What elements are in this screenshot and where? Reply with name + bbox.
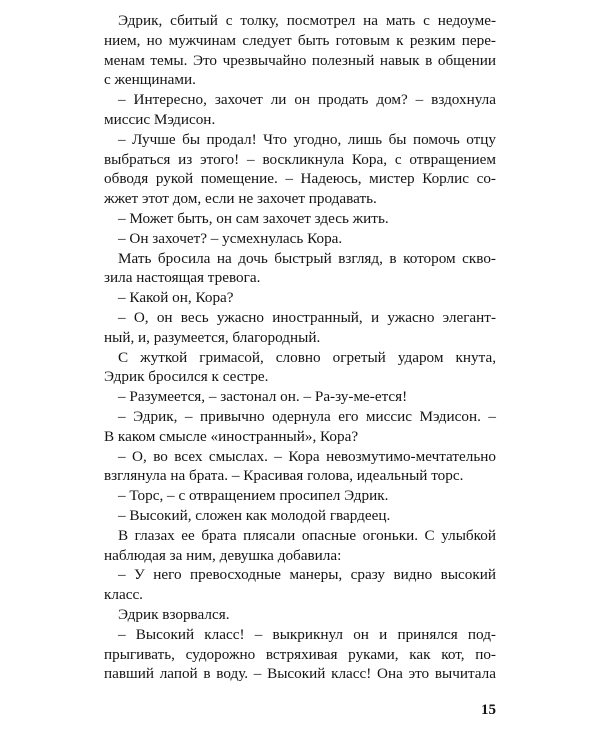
text-line: – Он захочет? – усмехнулась Кора. [118, 229, 343, 247]
paragraph [104, 506, 496, 526]
text-line: с женщинами. [104, 71, 196, 89]
text-line: – Какой он, Кора? [118, 289, 234, 307]
paragraph [104, 288, 496, 308]
paragraph [104, 90, 496, 130]
text-line: нием, но мужчинам следует быть готовым к резким пере- [104, 31, 496, 49]
paragraph [104, 11, 496, 90]
text-line: ный, и, разумеется, благородный. [104, 328, 321, 346]
text-line: наблюдая за ним, девушка добавила: [104, 546, 342, 564]
page-number: 15 [481, 702, 496, 718]
text-line: класс. [104, 586, 143, 604]
text-line: выбраться из этого! – воскликнула Кора, с отвращением [104, 150, 496, 168]
paragraph [104, 130, 496, 209]
paragraph [104, 625, 496, 684]
text-line: прыгивать, судорожно встряхивая руками, как кот, по- [104, 645, 496, 663]
text-line: – У него превосходные манеры, сразу видно высокий [118, 566, 496, 584]
text-line: обводя рукой помещение. – Надеюсь, мистер Корлис со- [104, 170, 496, 188]
paragraph [104, 387, 496, 407]
body-text [104, 11, 496, 684]
text-line: павший лапой в воду. – Высокий класс! Она это вычитала [104, 665, 496, 683]
text-line: – Высокий, сложен как молодой гвардеец. [118, 506, 391, 524]
text-line: С жуткой гримасой, словно огретый ударом кнута, [118, 348, 496, 366]
paragraph [104, 209, 496, 229]
paragraph [104, 407, 496, 447]
text-line: менам темы. Это чрезвычайно полезный навык в общении [104, 51, 496, 69]
text-line: – Интересно, захочет ли он продать дом? – вздохнула [118, 91, 496, 109]
text-line: Эдрик взорвался. [118, 605, 230, 623]
paragraph [104, 308, 496, 348]
text-line: В каком смысле «иностранный», Кора? [104, 427, 359, 445]
text-line: – Торс, – с отвращением просипел Эдрик. [118, 487, 389, 505]
text-line: – О, во всех смыслах. – Кора невозмутимо-мечтательно [118, 447, 496, 465]
paragraph [104, 526, 496, 566]
text-line: зила настоящая тревога. [104, 269, 261, 287]
paragraph [104, 249, 496, 289]
paragraph [104, 605, 496, 625]
text-line: миссис Мэдисон. [104, 110, 216, 128]
text-line: – Может быть, он сам захочет здесь жить. [118, 209, 389, 227]
text-line: – Разумеется, – застонал он. – Ра-зу-ме-ется! [118, 388, 408, 406]
text-line: – Эдрик, – привычно одернула его миссис Мэдисон. – [118, 407, 496, 425]
text-line: В глазах ее брата плясали опасные огоньки. С улыбкой [118, 526, 496, 544]
text-line: – О, он весь ужасно иностранный, и ужасно элегант- [118, 308, 496, 326]
text-line: взглянула на брата. – Красивая голова, идеальный торс. [104, 467, 464, 485]
text-line: – Высокий класс! – выкрикнул он и принялся под- [118, 625, 496, 643]
text-line: – Лучше бы продал! Что угодно, лишь бы помочь отцу [118, 130, 496, 148]
paragraph [104, 447, 496, 487]
text-line: Мать бросила на дочь быстрый взгляд, в котором скво- [118, 249, 496, 267]
paragraph [104, 229, 496, 249]
paragraph [104, 348, 496, 388]
text-line: Эдрик бросился к сестре. [104, 368, 269, 386]
paragraph [104, 565, 496, 605]
text-line: Эдрик, сбитый с толку, посмотрел на мать с недоуме- [118, 12, 496, 29]
text-line: жжет этот дом, если не захочет продавать. [104, 190, 377, 208]
paragraph [104, 486, 496, 506]
